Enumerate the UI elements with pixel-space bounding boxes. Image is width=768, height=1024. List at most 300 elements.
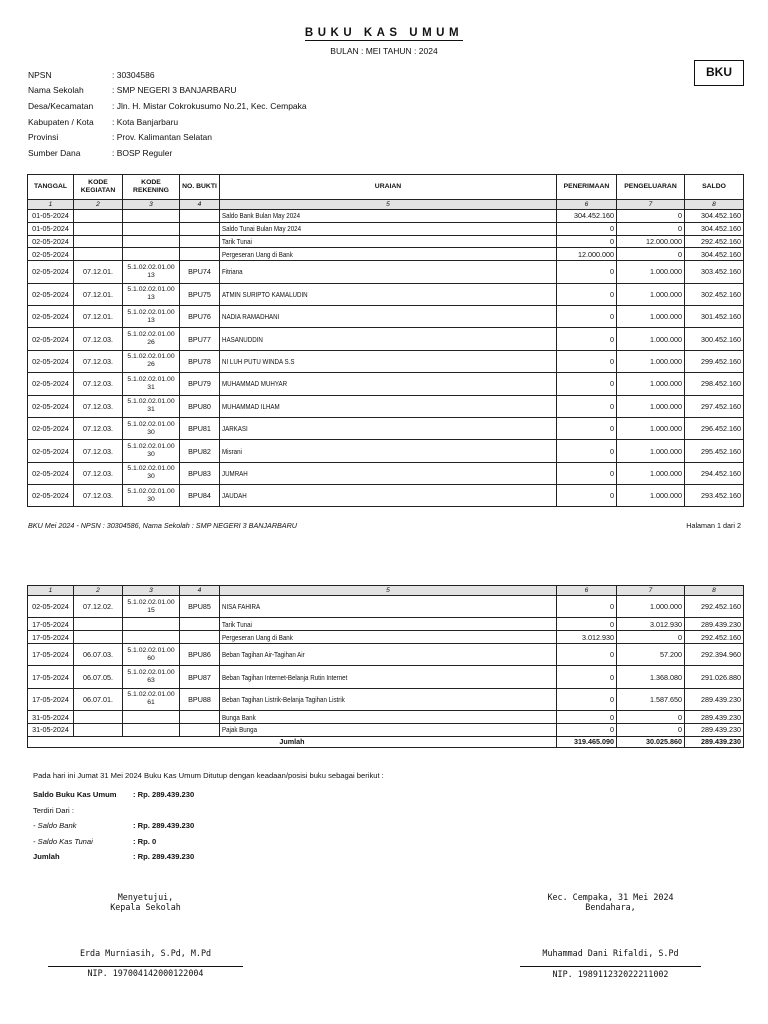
cell-no-bukti: BPU76 [180, 305, 220, 327]
cell-uraian-text: Pergeseran Uang di Bank [222, 632, 293, 642]
cell-uraian-text: JUMRAH [222, 468, 248, 478]
col-header-kode-kegiatan: KODE KEGIATAN [74, 175, 123, 200]
jumlah-label: Jumlah [33, 852, 60, 861]
cell-penerimaan: 0 [557, 350, 617, 372]
cell-tanggal: 17-05-2024 [28, 631, 74, 644]
cell-kode-rekening: 5.1.02.02.01.00 13 [123, 261, 180, 283]
cell-penerimaan: 0 [557, 235, 617, 248]
cell-pengeluaran: 0 [617, 711, 685, 724]
cell-no-bukti: BPU78 [180, 350, 220, 372]
cell-pengeluaran: 1.000.000 [617, 373, 685, 395]
cell-uraian [220, 417, 557, 439]
cell-kode-kegiatan: 07.12.01. [74, 305, 123, 327]
totals-row [28, 736, 744, 747]
cell-kode-rekening: 5.1.02.02.01.00 13 [123, 305, 180, 327]
cell-uraian [220, 440, 557, 462]
cell-tanggal: 17-05-2024 [28, 688, 74, 710]
cell-pengeluaran: 1.000.000 [617, 596, 685, 618]
table-row [28, 688, 744, 710]
column-number: 4 [180, 586, 220, 596]
cell-kode-rekening [123, 222, 180, 235]
cell-saldo: 291.026.880 [685, 666, 744, 688]
treasurer-label: Bendahara, [585, 902, 636, 912]
cell-kode-rekening [123, 631, 180, 644]
cell-pengeluaran: 1.000.000 [617, 462, 685, 484]
table-row [28, 395, 744, 417]
cell-uraian [220, 210, 557, 223]
table-row [28, 222, 744, 235]
place-date: Kec. Cempaka, 31 Mei 2024 [547, 892, 674, 902]
cell-kode-kegiatan [74, 711, 123, 724]
info-row [28, 83, 307, 99]
table-row [28, 631, 744, 644]
cell-kode-kegiatan: 07.12.03. [74, 462, 123, 484]
cell-saldo: 293.452.160 [685, 485, 744, 507]
col-header-no-bukti: NO. BUKTI [180, 175, 220, 200]
table-row [28, 283, 744, 305]
cell-saldo: 303.452.160 [685, 261, 744, 283]
info-value: : SMP NEGERI 3 BANJARBARU [112, 85, 237, 96]
cell-pengeluaran: 1.000.000 [617, 328, 685, 350]
cell-kode-kegiatan [74, 248, 123, 261]
column-number: 6 [557, 200, 617, 210]
cell-no-bukti: BPU87 [180, 666, 220, 688]
table-row [28, 462, 744, 484]
document-title [0, 27, 768, 39]
cell-uraian [220, 350, 557, 372]
principal-nip: NIP. 197004142000122004 [87, 968, 204, 978]
cell-pengeluaran: 0 [617, 210, 685, 223]
cell-saldo: 304.452.160 [685, 248, 744, 261]
cell-penerimaan: 0 [557, 688, 617, 710]
right-signature-title [520, 892, 701, 912]
saldo-tunai-label: - Saldo Kas Tunai [33, 837, 93, 846]
cell-penerimaan: 0 [557, 417, 617, 439]
table-row [28, 643, 744, 665]
cell-no-bukti [180, 222, 220, 235]
cell-penerimaan: 0 [557, 462, 617, 484]
info-label: Kabupaten / Kota [28, 116, 94, 127]
cell-uraian [220, 723, 557, 736]
cell-no-bukti: BPU82 [180, 440, 220, 462]
cell-penerimaan: 0 [557, 711, 617, 724]
cell-no-bukti [180, 235, 220, 248]
cell-pengeluaran: 1.000.000 [617, 261, 685, 283]
principal-name: Erda Murniasih, S.Pd, M.Pd [79, 948, 212, 958]
cell-kode-kegiatan [74, 210, 123, 223]
column-number: 5 [220, 586, 557, 596]
cell-uraian-text: Beban Tagihan Internet-Belanja Rutin Internet [222, 672, 348, 682]
cell-kode-kegiatan: 07.12.03. [74, 350, 123, 372]
column-number: 5 [220, 200, 557, 210]
closing-statement: Pada hari ini Jumat 31 Mei 2024 Buku Kas Umum Ditutup dengan keadaan/posisi buku sebagai berikut : [33, 771, 384, 780]
cell-uraian [220, 373, 557, 395]
total-saldo: 289.439.230 [685, 736, 744, 747]
cell-uraian [220, 618, 557, 631]
cell-pengeluaran: 12.000.000 [617, 235, 685, 248]
principal-signature-line [48, 966, 243, 967]
bku-table-page2 [27, 585, 744, 748]
cell-penerimaan: 0 [557, 485, 617, 507]
cell-no-bukti [180, 631, 220, 644]
info-label: Provinsi [28, 132, 59, 143]
cell-uraian [220, 222, 557, 235]
col-header-kode-rekening: KODE REKENING [123, 175, 180, 200]
cell-penerimaan: 0 [557, 723, 617, 736]
cell-uraian [220, 643, 557, 665]
column-number: 2 [74, 200, 123, 210]
terdiri-dari-label: Terdiri Dari : [33, 806, 74, 815]
cell-pengeluaran: 1.000.000 [617, 417, 685, 439]
cell-pengeluaran: 1.368.080 [617, 666, 685, 688]
table-row [28, 305, 744, 327]
cell-kode-kegiatan: 07.12.03. [74, 373, 123, 395]
cell-penerimaan: 0 [557, 643, 617, 665]
cell-kode-kegiatan: 07.12.01. [74, 283, 123, 305]
cell-uraian-text: Beban Tagihan Air-Tagihan Air [222, 650, 305, 660]
cell-kode-rekening [123, 210, 180, 223]
info-row [28, 98, 307, 114]
cell-kode-kegiatan: 06.07.05. [74, 666, 123, 688]
cell-kode-kegiatan [74, 723, 123, 736]
table-row [28, 618, 744, 631]
cell-uraian-text: NADIA RAMADHANI [222, 312, 280, 322]
cell-tanggal: 17-05-2024 [28, 643, 74, 665]
cell-no-bukti [180, 210, 220, 223]
table-row [28, 261, 744, 283]
cell-saldo: 292.452.160 [685, 631, 744, 644]
info-row [28, 145, 307, 161]
saldo-tunai-value: : Rp. 0 [133, 837, 157, 846]
table-row [28, 711, 744, 724]
column-number: 8 [685, 586, 744, 596]
treasurer-name: Muhammad Dani Rifaldi, S.Pd [542, 948, 679, 958]
saldo-bank-label: - Saldo Bank [33, 821, 77, 830]
cell-uraian-text: Saldo Bank Bulan May 2024 [222, 211, 301, 221]
cell-uraian [220, 283, 557, 305]
cell-kode-rekening: 5.1.02.02.01.00 30 [123, 440, 180, 462]
cell-uraian-text: NISA FAHIRA [222, 602, 261, 612]
cell-kode-rekening: 5.1.02.02.01.00 13 [123, 283, 180, 305]
cell-pengeluaran: 3.012.930 [617, 618, 685, 631]
cell-tanggal: 01-05-2024 [28, 222, 74, 235]
table-row [28, 596, 744, 618]
cell-no-bukti: BPU81 [180, 417, 220, 439]
cell-tanggal: 02-05-2024 [28, 417, 74, 439]
cell-kode-rekening: 5.1.02.02.01.00 61 [123, 688, 180, 710]
info-row [28, 67, 307, 83]
saldo-bku-label: Saldo Buku Kas Umum [33, 790, 117, 799]
page1-footer-left: BKU Mei 2024 - NPSN : 30304586, Nama Sekolah : SMP NEGERI 3 BANJARBARU [28, 521, 297, 530]
cell-penerimaan: 0 [557, 261, 617, 283]
cell-no-bukti: BPU74 [180, 261, 220, 283]
cell-kode-rekening: 5.1.02.02.01.00 60 [123, 643, 180, 665]
table-row [28, 417, 744, 439]
cell-uraian [220, 596, 557, 618]
cell-uraian-text: Bunga Bank [222, 712, 256, 722]
cell-no-bukti: BPU84 [180, 485, 220, 507]
col-header-uraian: URAIAN [220, 175, 557, 200]
cell-kode-kegiatan: 07.12.03. [74, 485, 123, 507]
info-value: : Jln. H. Mistar Cokrokusumo No.21, Kec. Cempaka [112, 100, 307, 111]
cell-kode-rekening: 5.1.02.02.01.00 26 [123, 328, 180, 350]
cell-saldo: 289.439.230 [685, 688, 744, 710]
cell-penerimaan: 0 [557, 222, 617, 235]
col-header-tanggal: TANGGAL [28, 175, 74, 200]
cell-uraian [220, 631, 557, 644]
info-value: : Prov. Kalimantan Selatan [112, 132, 213, 143]
column-number: 1 [28, 200, 74, 210]
cell-uraian [220, 485, 557, 507]
cell-kode-rekening: 5.1.02.02.01.00 31 [123, 373, 180, 395]
cell-pengeluaran: 1.587.650 [617, 688, 685, 710]
cell-kode-kegiatan: 07.12.03. [74, 440, 123, 462]
document-title-text: BUKU KAS UMUM [304, 27, 464, 39]
cell-tanggal: 02-05-2024 [28, 485, 74, 507]
column-number: 7 [617, 586, 685, 596]
table-row [28, 248, 744, 261]
cell-tanggal: 31-05-2024 [28, 723, 74, 736]
cell-kode-kegiatan [74, 618, 123, 631]
cell-kode-rekening [123, 235, 180, 248]
cell-saldo: 298.452.160 [685, 373, 744, 395]
cell-saldo: 301.452.160 [685, 305, 744, 327]
cell-kode-kegiatan: 06.07.03. [74, 643, 123, 665]
cell-kode-kegiatan: 07.12.03. [74, 417, 123, 439]
principal-label: Kepala Sekolah [110, 902, 181, 912]
cell-kode-rekening [123, 618, 180, 631]
cell-tanggal: 02-05-2024 [28, 462, 74, 484]
column-number: 6 [557, 586, 617, 596]
cell-saldo: 289.439.230 [685, 723, 744, 736]
cell-penerimaan: 0 [557, 596, 617, 618]
cell-no-bukti: BPU86 [180, 643, 220, 665]
cell-kode-rekening: 5.1.02.02.01.00 30 [123, 485, 180, 507]
column-number: 4 [180, 200, 220, 210]
cell-pengeluaran: 1.000.000 [617, 350, 685, 372]
cell-penerimaan: 0 [557, 283, 617, 305]
cell-saldo: 304.452.160 [685, 210, 744, 223]
cell-pengeluaran: 1.000.000 [617, 395, 685, 417]
cell-penerimaan: 0 [557, 666, 617, 688]
cell-saldo: 296.452.160 [685, 417, 744, 439]
cell-tanggal: 17-05-2024 [28, 618, 74, 631]
column-number: 8 [685, 200, 744, 210]
col-header-saldo: SALDO [685, 175, 744, 200]
info-label: Sumber Dana [28, 147, 81, 158]
cell-uraian-text: MUHAMMAD MUHYAR [222, 379, 288, 389]
table-row [28, 440, 744, 462]
cell-tanggal: 02-05-2024 [28, 261, 74, 283]
cell-no-bukti: BPU77 [180, 328, 220, 350]
cell-uraian-text: Tarik Tunai [222, 619, 252, 629]
cell-kode-kegiatan [74, 631, 123, 644]
table-row [28, 666, 744, 688]
school-info [28, 67, 307, 161]
cell-uraian-text: Saldo Tunai Bulan May 2024 [222, 224, 302, 234]
approval-label: Menyetujui, [117, 892, 174, 902]
cell-saldo: 294.452.160 [685, 462, 744, 484]
cell-tanggal: 02-05-2024 [28, 283, 74, 305]
info-label: Nama Sekolah [28, 85, 84, 96]
cell-penerimaan: 304.452.160 [557, 210, 617, 223]
cell-kode-kegiatan: 07.12.03. [74, 328, 123, 350]
info-value: : Kota Banjarbaru [112, 116, 179, 127]
cell-tanggal: 02-05-2024 [28, 596, 74, 618]
cell-penerimaan: 0 [557, 328, 617, 350]
cell-tanggal: 01-05-2024 [28, 210, 74, 223]
total-pengeluaran: 30.025.860 [617, 736, 685, 747]
cell-tanggal: 02-05-2024 [28, 350, 74, 372]
cell-tanggal: 02-05-2024 [28, 305, 74, 327]
column-number-row [28, 200, 744, 210]
cell-uraian-text: JAUDAH [222, 491, 247, 501]
cell-kode-kegiatan: 06.07.01. [74, 688, 123, 710]
cell-pengeluaran: 57.200 [617, 643, 685, 665]
cell-pengeluaran: 0 [617, 248, 685, 261]
cell-kode-kegiatan [74, 235, 123, 248]
column-number: 2 [74, 586, 123, 596]
cell-saldo: 304.452.160 [685, 222, 744, 235]
cell-kode-rekening [123, 248, 180, 261]
left-signature-title [48, 892, 243, 912]
cell-kode-rekening: 5.1.02.02.01.00 26 [123, 350, 180, 372]
cell-uraian-text: NI LUH PUTU WINDA S.S [222, 356, 295, 366]
cell-uraian-text: HASANUDDIN [222, 334, 263, 344]
cell-uraian [220, 666, 557, 688]
cell-kode-rekening [123, 711, 180, 724]
bku-table-page1 [27, 174, 744, 507]
cell-pengeluaran: 1.000.000 [617, 283, 685, 305]
cell-tanggal: 02-05-2024 [28, 440, 74, 462]
cell-uraian-text: Pergeseran Uang di Bank [222, 249, 293, 259]
jumlah-value: : Rp. 289.439.230 [133, 852, 195, 861]
cell-no-bukti: BPU80 [180, 395, 220, 417]
cell-tanggal: 02-05-2024 [28, 395, 74, 417]
cell-no-bukti: BPU83 [180, 462, 220, 484]
cell-tanggal: 02-05-2024 [28, 373, 74, 395]
col-header-penerimaan: PENERIMAAN [557, 175, 617, 200]
table-row [28, 723, 744, 736]
cell-uraian-text: Tarik Tunai [222, 236, 252, 246]
cell-no-bukti: BPU85 [180, 596, 220, 618]
saldo-bank-line [33, 821, 194, 830]
cell-uraian-text: ATMIN SURIPTO KAMALUDIN [222, 289, 308, 299]
cell-uraian [220, 328, 557, 350]
cell-uraian-text: JARKASI [222, 424, 248, 434]
cell-uraian [220, 462, 557, 484]
treasurer-nip: NIP. 198911232022211002 [552, 969, 669, 979]
cell-pengeluaran: 1.000.000 [617, 485, 685, 507]
cell-saldo: 295.452.160 [685, 440, 744, 462]
cell-saldo: 292.452.160 [685, 235, 744, 248]
cell-uraian [220, 305, 557, 327]
cell-no-bukti [180, 711, 220, 724]
cell-penerimaan: 12.000.000 [557, 248, 617, 261]
column-number-row [28, 586, 744, 596]
info-label: Desa/Kecamatan [28, 100, 94, 111]
col-header-pengeluaran: PENGELUARAN [617, 175, 685, 200]
cell-penerimaan: 0 [557, 618, 617, 631]
cell-no-bukti: BPU79 [180, 373, 220, 395]
info-label: NPSN [28, 69, 52, 80]
cell-tanggal: 17-05-2024 [28, 666, 74, 688]
table-header-row [28, 175, 744, 200]
document-period: BULAN : MEI TAHUN : 2024 [330, 46, 438, 56]
table-row [28, 350, 744, 372]
cell-uraian [220, 688, 557, 710]
cell-penerimaan: 0 [557, 305, 617, 327]
jumlah-line [33, 852, 194, 861]
column-number: 7 [617, 200, 685, 210]
cell-kode-kegiatan: 07.12.02. [74, 596, 123, 618]
cell-no-bukti [180, 723, 220, 736]
cell-tanggal: 02-05-2024 [28, 248, 74, 261]
cell-pengeluaran: 0 [617, 222, 685, 235]
cell-uraian [220, 235, 557, 248]
cell-kode-rekening: 5.1.02.02.01.00 63 [123, 666, 180, 688]
treasurer-signature-line [520, 966, 701, 967]
page1-footer-page-number: Halaman 1 dari 2 [686, 521, 741, 530]
cell-penerimaan: 3.012.930 [557, 631, 617, 644]
saldo-bku-value: : Rp. 289.439.230 [133, 790, 195, 799]
table-row [28, 328, 744, 350]
cell-uraian-text: MUHAMMAD ILHAM [222, 401, 280, 411]
cell-saldo: 297.452.160 [685, 395, 744, 417]
table-row [28, 210, 744, 223]
cell-penerimaan: 0 [557, 440, 617, 462]
cell-kode-rekening: 5.1.02.02.01.00 30 [123, 462, 180, 484]
cell-pengeluaran: 0 [617, 631, 685, 644]
cell-uraian [220, 248, 557, 261]
cell-uraian-text: Misrani [222, 446, 242, 456]
totals-label: Jumlah [28, 736, 557, 747]
cell-tanggal: 02-05-2024 [28, 235, 74, 248]
saldo-bku-line [33, 790, 194, 799]
cell-kode-kegiatan: 07.12.03. [74, 395, 123, 417]
cell-saldo: 292.452.160 [685, 596, 744, 618]
cell-uraian [220, 261, 557, 283]
cell-no-bukti: BPU75 [180, 283, 220, 305]
cell-saldo: 299.452.160 [685, 350, 744, 372]
cell-saldo: 300.452.160 [685, 328, 744, 350]
cell-uraian-text: Pajak Bunga [222, 725, 258, 735]
cell-no-bukti [180, 618, 220, 631]
cell-uraian-text: Fitriana [222, 267, 243, 277]
info-row [28, 129, 307, 145]
cell-pengeluaran: 1.000.000 [617, 440, 685, 462]
cell-kode-rekening: 5.1.02.02.01.00 15 [123, 596, 180, 618]
total-penerimaan: 319.465.090 [557, 736, 617, 747]
cell-saldo: 302.452.160 [685, 283, 744, 305]
cell-kode-rekening [123, 723, 180, 736]
info-value: : 30304586 [112, 69, 155, 80]
cell-uraian [220, 395, 557, 417]
cell-uraian [220, 711, 557, 724]
cell-kode-rekening: 5.1.02.02.01.00 31 [123, 395, 180, 417]
cell-tanggal: 02-05-2024 [28, 328, 74, 350]
cell-kode-kegiatan: 07.12.01. [74, 261, 123, 283]
column-number: 1 [28, 586, 74, 596]
column-number: 3 [123, 200, 180, 210]
cell-no-bukti: BPU88 [180, 688, 220, 710]
table-row [28, 485, 744, 507]
cell-penerimaan: 0 [557, 395, 617, 417]
saldo-bank-value: : Rp. 289.439.230 [133, 821, 195, 830]
cell-saldo: 292.394.960 [685, 643, 744, 665]
cell-kode-rekening: 5.1.02.02.01.00 30 [123, 417, 180, 439]
info-value: : BOSP Reguler [112, 147, 173, 158]
